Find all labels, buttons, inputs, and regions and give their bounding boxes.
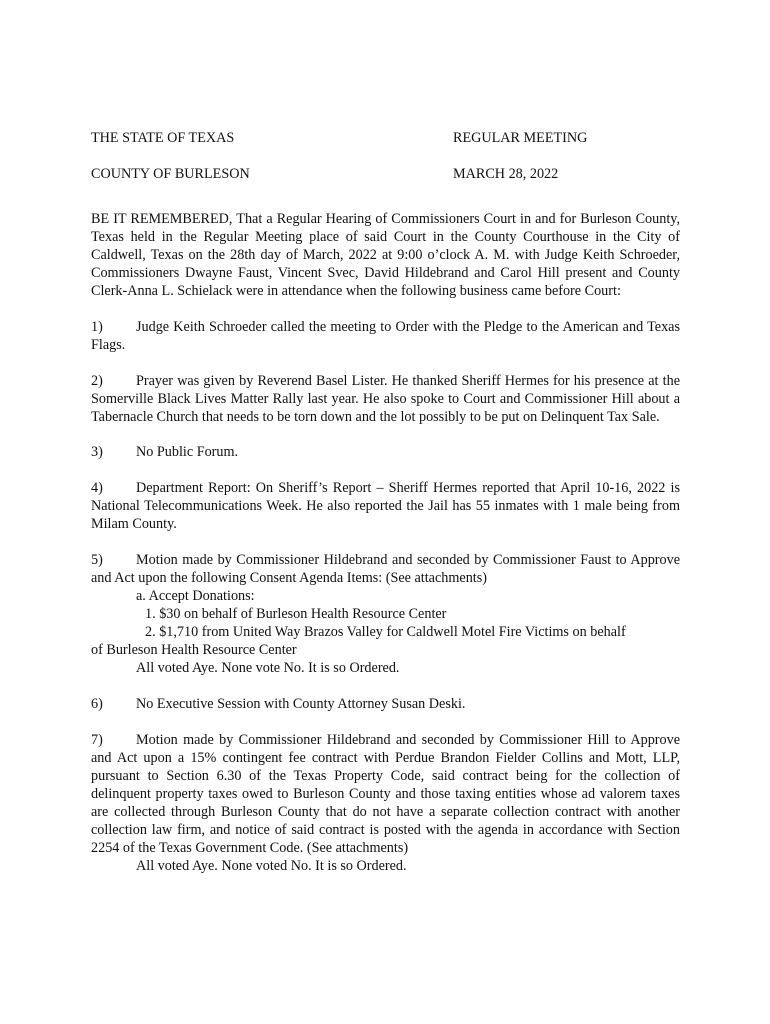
item-7 xyxy=(91,731,680,858)
item-text: Department Report: On Sheriff’s Report – Sheriff Hermes reported that April 10-16, 2022 is National Telecommunications Week. He also reported the Jail has 55 inmates with 1 male being from Milam County. xyxy=(91,480,680,533)
intro-paragraph: BE IT REMEMBERED, That a Regular Hearing of Commissioners Court in and for Burleson County, Texas held in the Regular Meeting place of said Court in the County Courthouse in the City of Caldwell, Texas on the 28th day of March, 2022 at 9:00 o’clock A. M. with Judge Keith Schroeder, Commissioners Dwayne Faust, Vincent Svec, David Hildebrand and Carol Hill present and County Clerk-Anna L. Schielack were in attendance when the following business came before Court: xyxy=(91,211,680,300)
item-number: 1) xyxy=(91,318,103,335)
donations-heading: a. Accept Donations: xyxy=(136,588,255,604)
item-6 xyxy=(91,695,680,713)
item-number: 7) xyxy=(91,731,103,748)
state-heading: THE STATE OF TEXAS xyxy=(91,130,235,146)
donation-item-2-continued: of Burleson Health Resource Center xyxy=(91,642,297,659)
meeting-type-heading: REGULAR MEETING xyxy=(453,130,588,146)
item-2 xyxy=(91,372,680,426)
item-text: Motion made by Commissioner Hildebrand and seconded by Commissioner Hill to Approve and Act upon a 15% contingent fee contract with Perdue Brandon Fielder Collins and Mott, LLP, pursuant to Section 6.30 of the Texas Property Code, said contract being for the collection of delinquent property taxes owed to Burleson County and those taxing entities whose ad valorem taxes are collected through Burleson County that do not have a separate collection contract with another collection law firm, and notice of said contract is posted with the agenda in accordance with Section 2254 of the Texas Government Code. (See attachments) xyxy=(91,731,680,857)
item-text: Judge Keith Schroeder called the meeting to Order with the Pledge to the American and Texas Flags. xyxy=(91,318,680,354)
donation-item-1: 1. $30 on behalf of Burleson Health Resource Center xyxy=(145,606,447,623)
item-text: Motion made by Commissioner Hildebrand and seconded by Commissioner Faust to Approve and Act upon the following Consent Agenda Items: (See attachments) xyxy=(91,551,680,586)
item-number: 4) xyxy=(91,480,103,497)
item-5-vote: All voted Aye. None vote No. It is so Ordered. xyxy=(136,660,400,677)
item-number: 3) xyxy=(91,444,103,461)
item-number: 2) xyxy=(91,372,103,389)
item-text: No Executive Session with County Attorney Susan Deski. xyxy=(136,695,466,712)
county-heading: COUNTY OF BURLESON xyxy=(91,166,250,182)
item-number: 6) xyxy=(91,695,103,712)
item-7-vote: All voted Aye. None voted No. It is so Ordered. xyxy=(136,858,407,875)
item-5 xyxy=(91,551,680,587)
minutes-body xyxy=(91,210,680,875)
item-number: 5) xyxy=(91,551,103,568)
item-text: Prayer was given by Reverend Basel Lister. He thanked Sheriff Hermes for his presence at the Somerville Black Lives Matter Rally last year. He also spoke to Court and Commissioner Hill about a Tabernacle Church that needs to be torn down and the lot possibly to be put on Delinquent Tax Sale. xyxy=(91,372,680,425)
item-4 xyxy=(91,479,680,533)
donation-item-2: 2. $1,710 from United Way Brazos Valley for Caldwell Motel Fire Victims on behalf xyxy=(145,624,626,641)
meeting-date-heading: MARCH 28, 2022 xyxy=(453,166,559,182)
item-3 xyxy=(91,443,680,461)
item-text: No Public Forum. xyxy=(136,444,239,461)
item-1 xyxy=(91,318,680,354)
